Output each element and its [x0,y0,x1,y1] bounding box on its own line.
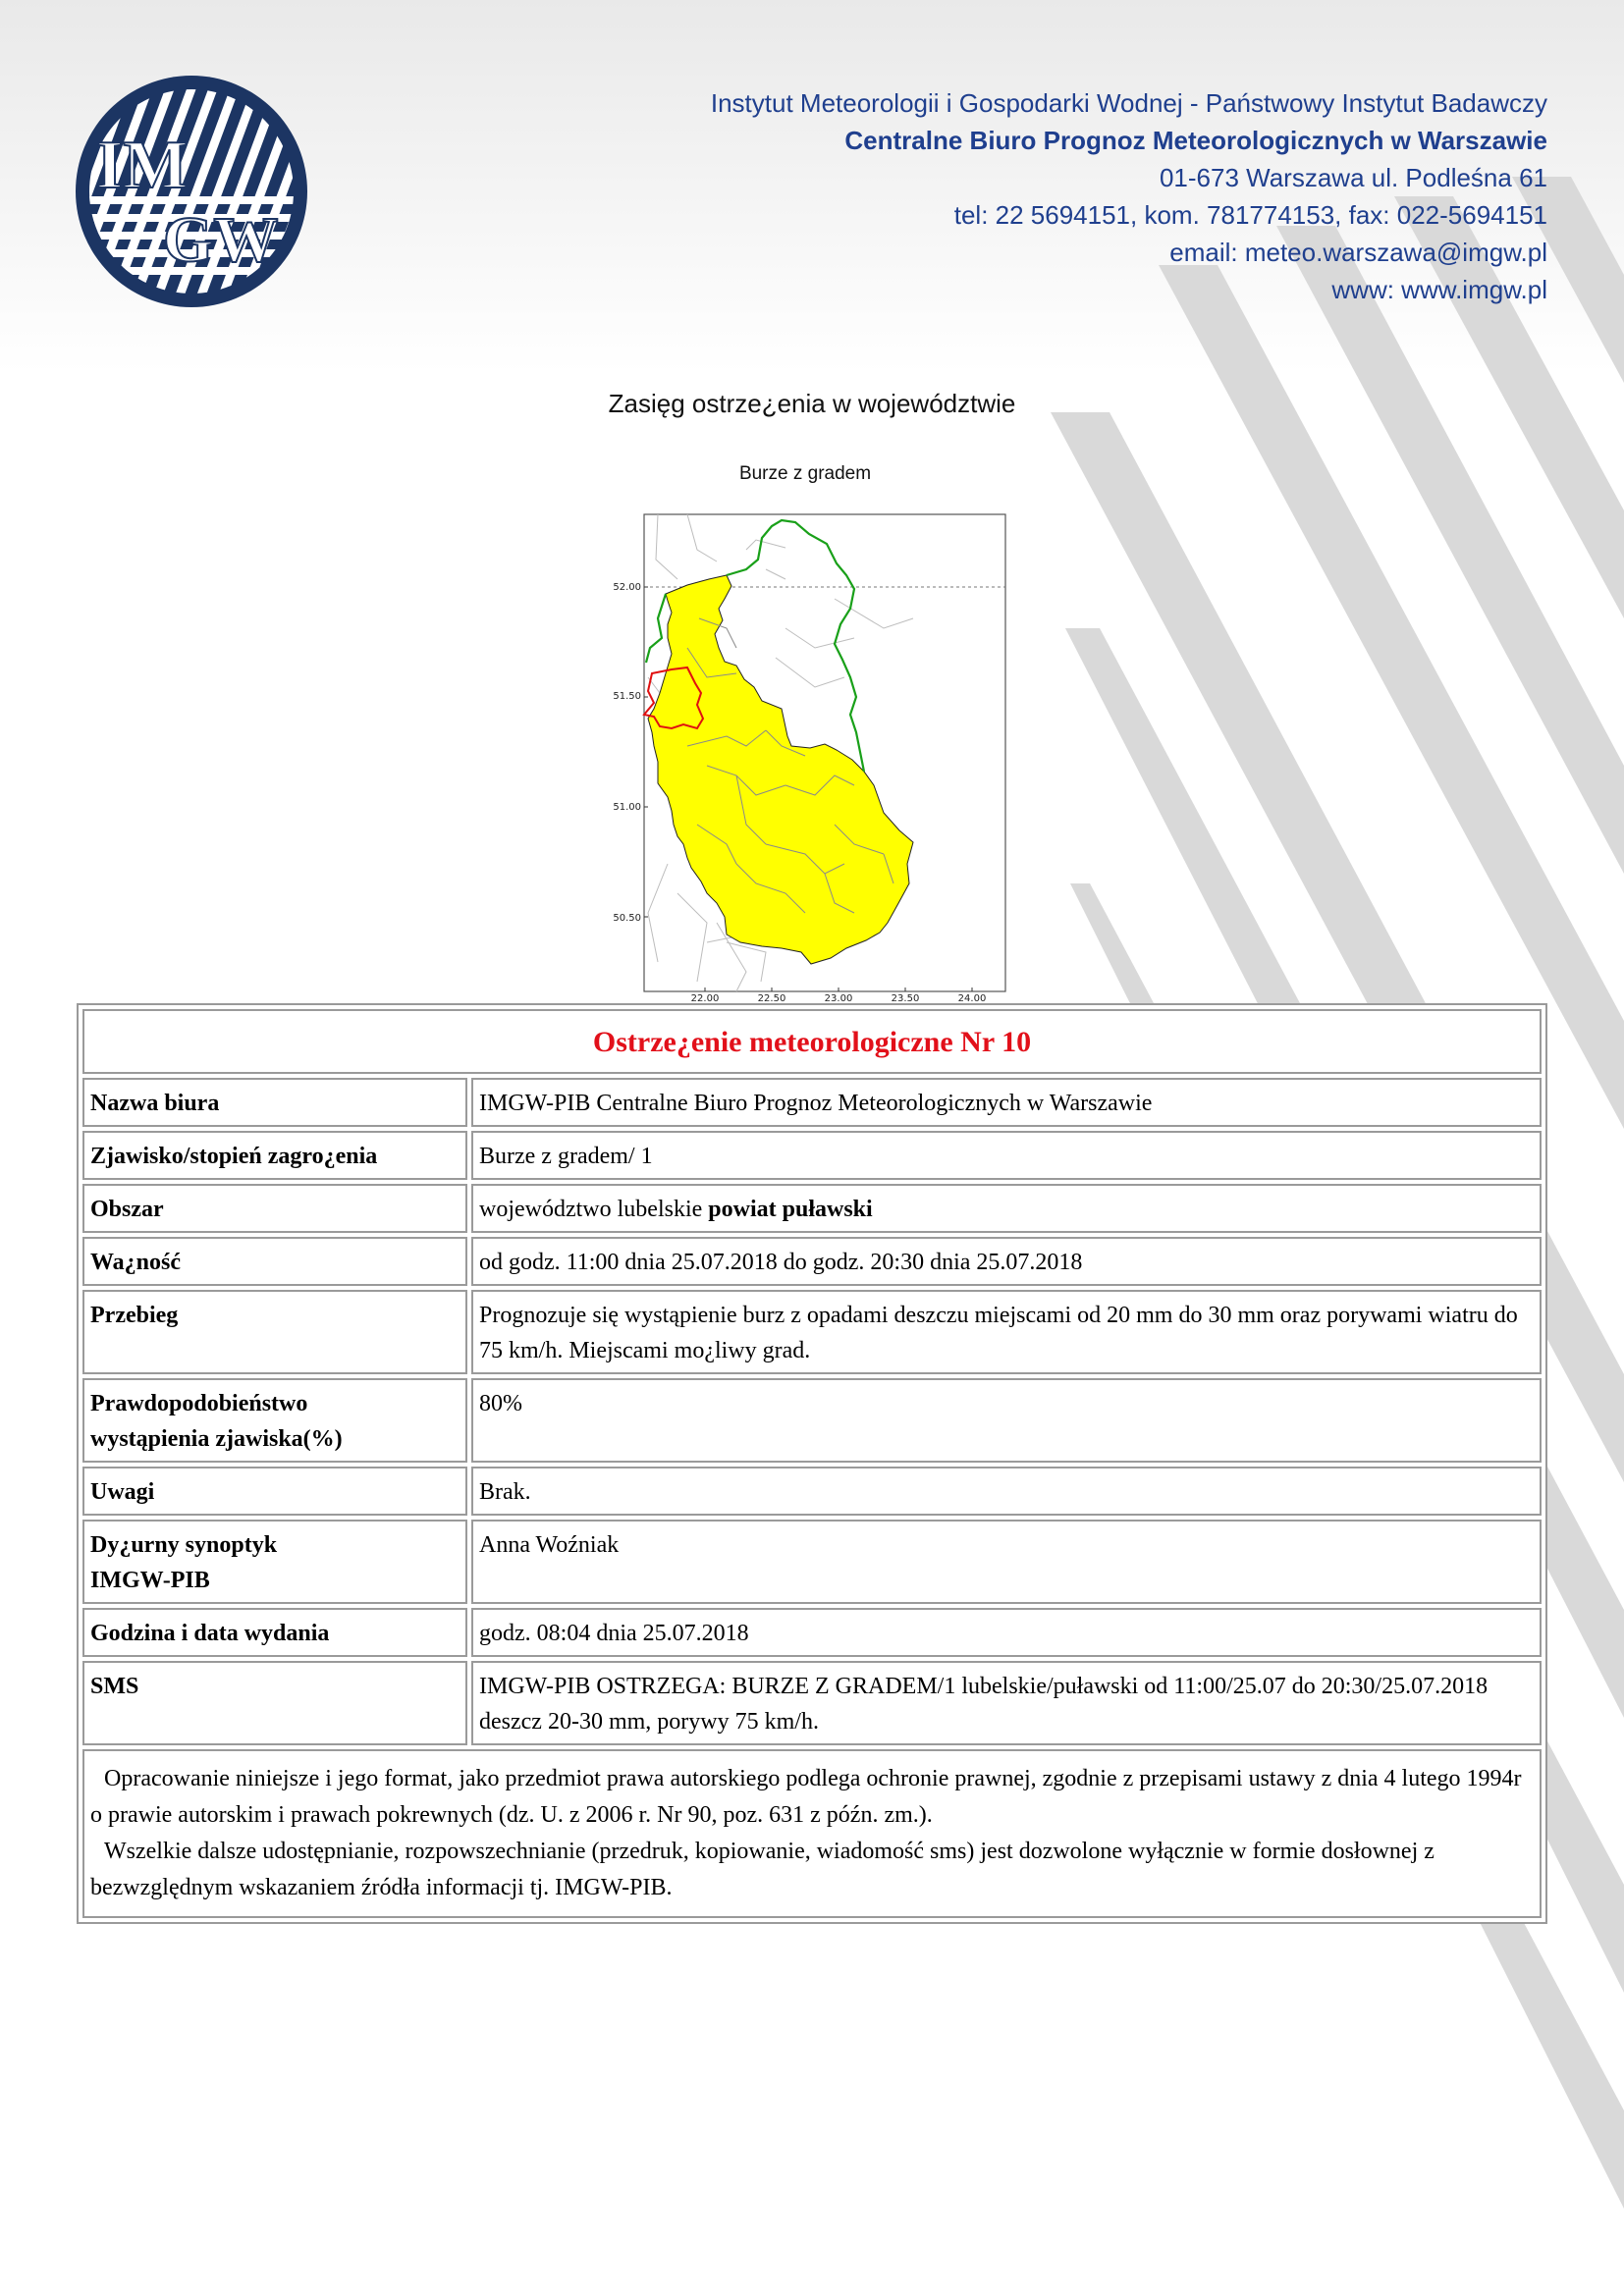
copyright-notice [82,1749,1542,1918]
validity-label: Wa¿ność [82,1237,467,1286]
area-label: Obszar [82,1184,467,1233]
sms-value: IMGW-PIB OSTRZEGA: BURZE Z GRADEM/1 lubelskie/puławski od 11:00/25.07 do 20:30/25.07.2018 deszcz 20-30 mm, porywy 75 km/h. [471,1661,1542,1745]
office-label: Nazwa biura [82,1078,467,1127]
website-line[interactable]: www: www.imgw.pl [1331,275,1547,304]
map-y-tick: 50.50 [613,913,641,924]
table-row [82,1661,1542,1745]
table-row [82,1608,1542,1657]
warning-map [589,452,1021,1001]
table-row [82,1078,1542,1127]
map-x-tick: 23.50 [891,993,920,1001]
remarks-label: Uwagi [82,1467,467,1516]
validity-value: od godz. 11:00 dnia 25.07.2018 do godz. 20:30 dnia 25.07.2018 [471,1237,1542,1286]
svg-text:GW: GW [163,204,279,276]
issued-label: Godzina i data wydania [82,1608,467,1657]
course-value: Prognozuje się wystąpienie burz z opadami deszczu miejscami od 20 mm do 30 mm oraz porywami wiatru do 75 km/h. Miejscami mo¿liwy grad. [471,1290,1542,1374]
forecaster-label-line1: Dy¿urny synoptyk [90,1532,278,1558]
copyright-paragraph-1: Opracowanie niniejsze i jego format, jako przedmiot prawa autorskiego podlega ochronie prawnej, zgodnie z przepisami ustawy z dnia 4 lutego 1994r o prawie autorskim i prawach pokrewnych (dz. U. z 2006 r. Nr 90, poz. 631 z późn. zm.). [90,1766,1522,1828]
map-y-tick: 51.50 [613,691,641,702]
area-value [471,1184,1542,1233]
map-x-tick: 23.00 [824,993,853,1001]
sms-label: SMS [82,1661,467,1745]
warning-title: Ostrze¿enie meteorologiczne Nr 10 [82,1009,1542,1074]
probability-label-line2: wystąpienia zjawiska(%) [90,1426,343,1452]
table-row [82,1237,1542,1286]
map-caption: Zasięg ostrze¿enia w województwie [608,389,1016,418]
office-value: IMGW-PIB Centralne Biuro Prognoz Meteorologicznych w Warszawie [471,1078,1542,1127]
area-voivodeship: województwo lubelskie [479,1197,709,1222]
institute-header [711,84,1547,308]
map-x-tick: 22.50 [757,993,786,1001]
copyright-paragraph-2: Wszelkie dalsze udostępnianie, rozpowszechnianie (przedruk, kopiowanie, wiadomość sms) jest dozwolone wyłącznie w formie dosłownej z bezwzględnym wskazaniem źródła informacji tj. IMGW-PIB. [90,1839,1435,1900]
table-row [82,1378,1542,1463]
remarks-value: Brak. [471,1467,1542,1516]
probability-value: 80% [471,1378,1542,1463]
table-row [82,1184,1542,1233]
table-row [82,1467,1542,1516]
issued-value: godz. 08:04 dnia 25.07.2018 [471,1608,1542,1657]
map-title: Burze z gradem [738,463,872,484]
forecaster-label-line2: IMGW-PIB [90,1568,210,1593]
probability-label [82,1378,467,1463]
map-y-tick: 51.00 [613,802,641,813]
table-row [82,1520,1542,1604]
email-line[interactable]: email: meteo.warszawa@imgw.pl [1169,238,1547,267]
office-name: Centralne Biuro Prognoz Meteorologicznych w Warszawie [844,126,1547,155]
phenomenon-value: Burze z gradem/ 1 [471,1131,1542,1180]
phone-line: tel: 22 5694151, kom. 781774153, fax: 022-5694151 [953,200,1547,230]
map-x-tick: 24.00 [957,993,987,1001]
imgw-logo [75,75,308,308]
course-label: Przebieg [82,1290,467,1374]
address: 01-673 Warszawa ul. Podleśna 61 [1159,163,1547,192]
forecaster-label [82,1520,467,1604]
map-y-tick: 52.00 [613,582,641,593]
phenomenon-label: Zjawisko/stopień zagro¿enia [82,1131,467,1180]
warning-table [77,1003,1547,1924]
svg-text:IM: IM [96,128,189,203]
forecaster-value: Anna Woźniak [471,1520,1542,1604]
area-county: powiat puławski [708,1197,873,1222]
map-x-tick: 22.00 [690,993,720,1001]
institute-name: Instytut Meteorologii i Gospodarki Wodnej - Państwowy Instytut Badawczy [710,88,1547,118]
table-row [82,1131,1542,1180]
table-row [82,1290,1542,1374]
probability-label-line1: Prawdopodobieństwo [90,1391,308,1416]
